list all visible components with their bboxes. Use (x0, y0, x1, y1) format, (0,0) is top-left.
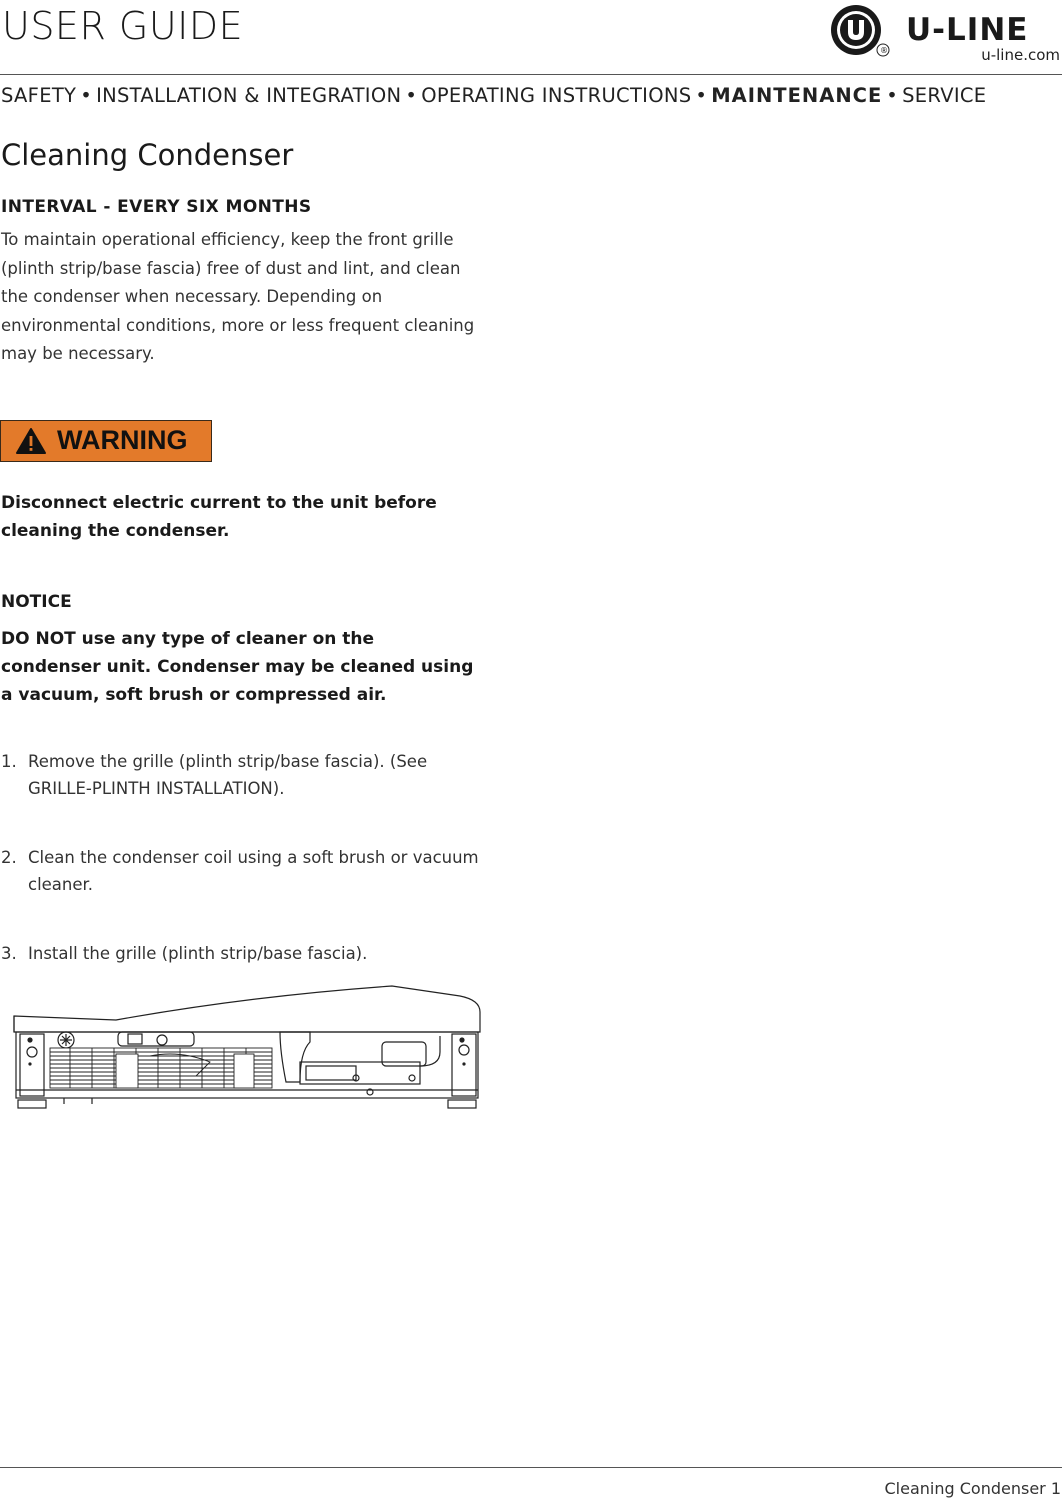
step-line: Remove the grille (plinth strip/base fascia). (See (28, 752, 428, 771)
registered-mark: ® (880, 46, 888, 55)
website-link[interactable]: u-line.com (981, 46, 1060, 64)
notice-line: DO NOT use any type of cleaner on the (1, 629, 375, 649)
step-line: Install the grille (plinth strip/base fascia). (28, 944, 368, 963)
nav-item-maintenance[interactable]: MAINTENANCE (711, 84, 883, 107)
intro-paragraph (1, 226, 493, 369)
warning-text (1, 489, 491, 545)
step-number: 1. (1, 752, 17, 771)
page-footer: Cleaning Condenser 1 (884, 1479, 1061, 1498)
nav-item-installation[interactable]: INSTALLATION & INTEGRATION (96, 84, 402, 107)
footer-divider (0, 1467, 1062, 1468)
document-title: USER GUIDE (2, 4, 244, 48)
nav-item-service[interactable]: SERVICE (902, 84, 987, 107)
page-title: Cleaning Condenser (1, 138, 294, 172)
nav-separator: • (886, 84, 899, 107)
interval-heading: INTERVAL - EVERY SIX MONTHS (1, 197, 312, 217)
intro-line: environmental conditions, more or less frequent cleaning (1, 315, 475, 335)
intro-line: To maintain operational efficiency, keep the front grille (1, 230, 454, 249)
notice-text (1, 625, 497, 709)
nav-item-operating[interactable]: OPERATING INSTRUCTIONS (421, 84, 692, 107)
nav-separator: • (405, 84, 418, 107)
header-divider (0, 74, 1062, 75)
intro-line: (plinth strip/base fascia) free of dust and lint, and clean (1, 258, 461, 278)
step-number: 2. (1, 848, 17, 867)
warning-line: cleaning the condenser. (1, 521, 230, 541)
intro-line: the condenser when necessary. Depending on (1, 287, 383, 306)
nav-separator: • (695, 84, 708, 107)
step-line: GRILLE-PLINTH INSTALLATION). (28, 779, 285, 798)
section-nav (1, 84, 1063, 107)
nav-separator: • (80, 84, 93, 107)
condenser-illustration (10, 982, 486, 1112)
intro-line: may be necessary. (1, 344, 155, 363)
warning-triangle-icon (15, 427, 47, 455)
warning-label: WARNING (57, 425, 188, 455)
step-number: 3. (1, 944, 17, 963)
step-line: cleaner. (28, 875, 94, 894)
nav-item-safety[interactable]: SAFETY (1, 84, 77, 107)
notice-heading: NOTICE (1, 592, 72, 612)
notice-line: condenser unit. Condenser may be cleaned using (1, 657, 474, 677)
warning-badge (0, 420, 212, 462)
warning-line: Disconnect electric current to the unit before (1, 493, 437, 513)
brand-wordmark: U-LINE (906, 12, 1029, 48)
notice-line: a vacuum, soft brush or compressed air. (1, 685, 387, 705)
step-line: Clean the condenser coil using a soft brush or vacuum (28, 848, 479, 867)
